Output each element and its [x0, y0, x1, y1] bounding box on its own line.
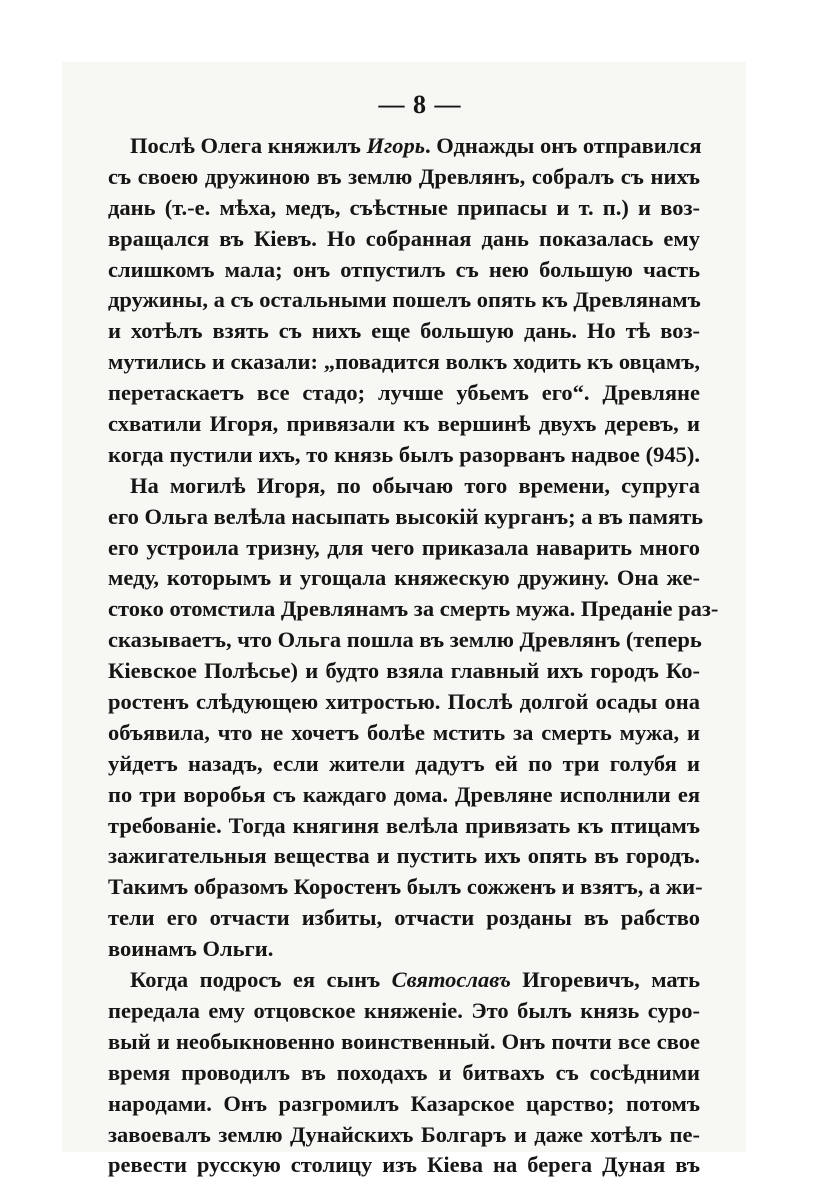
- text-line: его устроила тризну, для чего приказала наварить много: [108, 534, 700, 560]
- text-line: слишкомъ мала; онъ отпустилъ съ нею большую часть: [108, 256, 700, 282]
- text-line: Такимъ образомъ Коростенъ былъ сожженъ и взятъ, а жи-: [108, 874, 703, 900]
- page-number: — 8 —: [378, 90, 462, 119]
- text-line: вый и необыкновенно воинственный. Онъ почти все свое: [108, 1028, 700, 1054]
- text-line: ревести русскую столицу изъ Кіева на берега Дуная въ: [108, 1152, 700, 1178]
- text-line: когда пустили ихъ, то князь былъ разорванъ надвое (945).: [108, 441, 700, 467]
- name-svyatoslav: Святославъ: [391, 967, 511, 993]
- text-line: его Ольга велѣла насыпать высокій курганъ; а въ память: [108, 503, 704, 529]
- text-line: уйдетъ назадъ, если жители дадутъ ей по три голубя и: [108, 750, 700, 776]
- text-line: по три воробья съ каждаго дома. Древляне исполнили ея: [108, 781, 700, 807]
- paragraph-1: [108, 131, 700, 471]
- text-line: Когда подросъ ея сынъ Святославъ Игоревичъ, мать: [130, 967, 700, 993]
- text-line: завоевалъ землю Дунайскихъ Болгаръ и даже хотѣлъ пе-: [108, 1121, 700, 1147]
- text-line: объявила, что не хочетъ болѣе мстить за смерть мужа, и: [108, 719, 700, 745]
- text-line: перетаскаетъ все стадо; лучше убьемъ его“. Древляне: [108, 380, 700, 406]
- text-line: передала ему отцовское княженіе. Это былъ князь суро-: [108, 997, 700, 1023]
- text-line: и хотѣлъ взять съ нихъ еще большую дань. Но тѣ воз-: [108, 318, 700, 344]
- text-line: тели его отчасти избиты, отчасти розданы въ рабство: [108, 905, 700, 931]
- text-line: дань (т.-е. мѣха, медъ, съѣстные припасы и т. п.) и воз-: [108, 194, 700, 220]
- text-line: ростенъ слѣдующею хитростью. Послѣ долгой осады она: [108, 689, 700, 715]
- paragraph-2: [108, 471, 719, 965]
- text-line: мутились и сказали: „повадится волкъ ходить къ овцамъ,: [108, 349, 700, 375]
- text-line: сказываетъ, что Ольга пошла въ землю Древлянъ (теперь: [108, 627, 702, 653]
- text-line: меду, которымъ и угощала княжескую дружину. Она же-: [108, 565, 700, 591]
- text-line: Кіевское Полѣсье) и будто взяла главный ихъ городъ Ко-: [108, 658, 700, 684]
- text-line: вращался въ Кіевъ. Но собранная дань показалась ему: [108, 225, 700, 251]
- text-line: стоко отомстила Древлянамъ за смерть мужа. Преданіе раз-: [108, 596, 719, 622]
- text-line: дружины, а съ остальными пошелъ опять къ Древлянамъ: [108, 287, 701, 313]
- text-line: схватили Игоря, привязали къ вершинѣ двухъ деревъ, и: [108, 411, 700, 437]
- text-line: требованіе. Тогда княгиня велѣла привязать къ птицамъ: [108, 812, 700, 838]
- text-line: время проводилъ въ походахъ и битвахъ съ сосѣдними: [108, 1059, 700, 1085]
- text-line: съ своею дружиною въ землю Древлянъ, собралъ съ нихъ: [108, 163, 700, 189]
- text-line: На могилѣ Игоря, по обычаю того времени, супруга: [130, 472, 700, 498]
- text-block: [108, 131, 719, 1181]
- text-line: зажигательныя вещества и пустить ихъ опять въ городъ.: [108, 843, 700, 869]
- text-line: воинамъ Ольги.: [108, 936, 274, 962]
- text-line: Послѣ Олега княжилъ Игорь. Однажды онъ отправился: [130, 133, 702, 158]
- paragraph-3: [108, 965, 700, 1181]
- text-line: народами. Онъ разгромилъ Казарское царство; потомъ: [108, 1090, 700, 1116]
- name-igor: Игорь: [366, 133, 426, 158]
